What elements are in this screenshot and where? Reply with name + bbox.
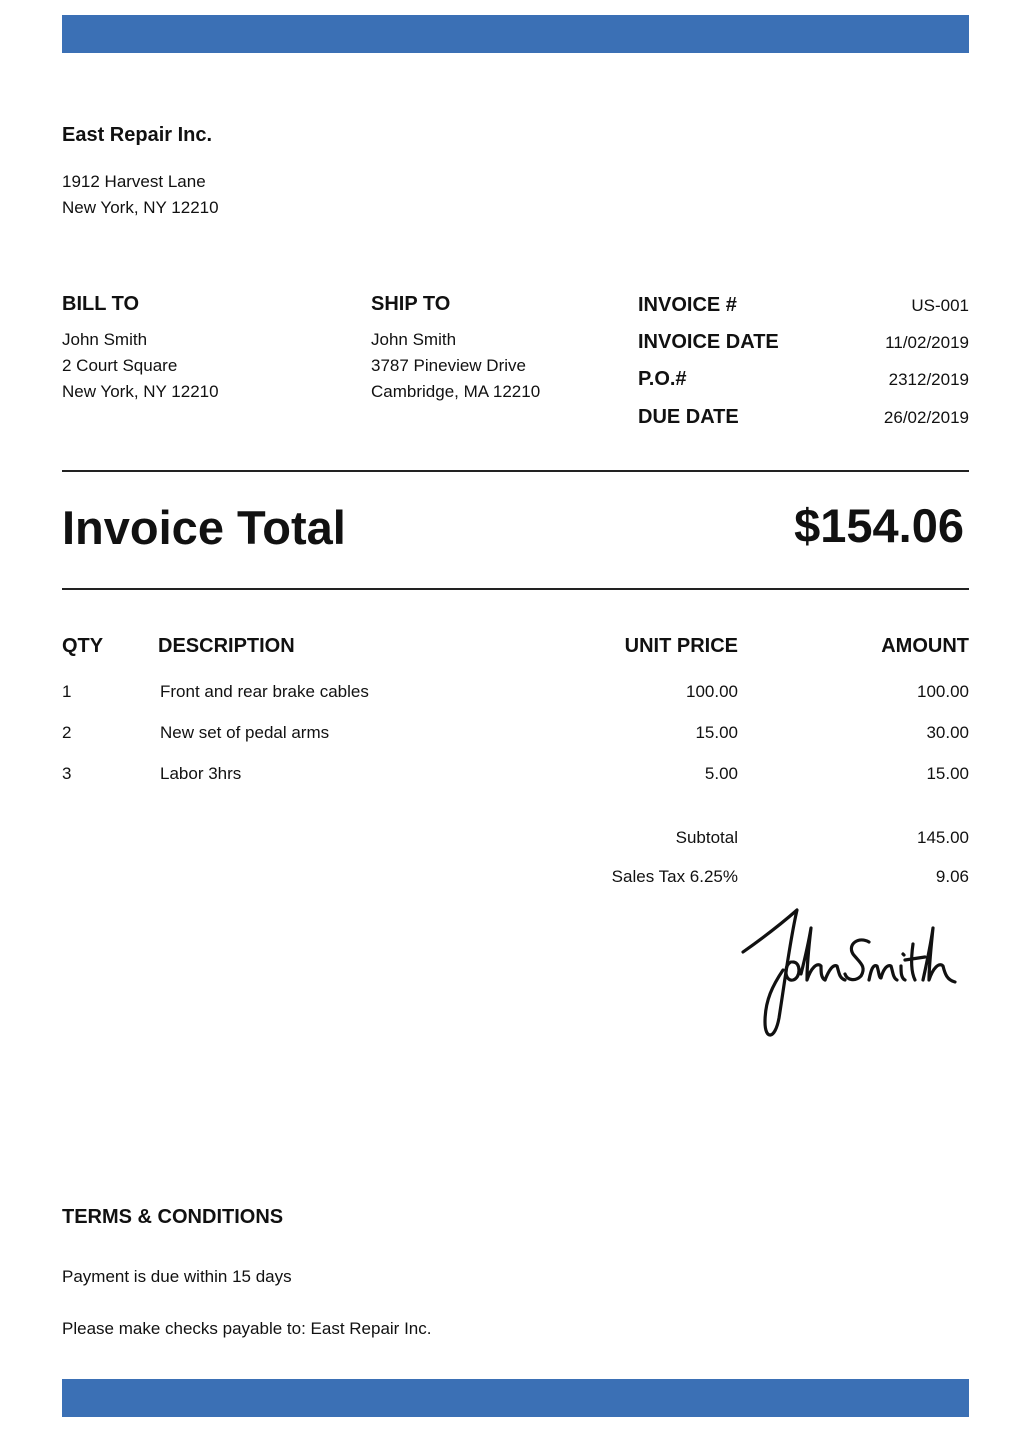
- row-qty: 3: [62, 764, 72, 783]
- sales-tax-label: Sales Tax 6.25%: [611, 867, 738, 886]
- subtotal-value: 145.00: [917, 828, 969, 847]
- bill-to-line: John Smith: [62, 330, 148, 349]
- invoice-total-label: Invoice Total: [62, 501, 346, 554]
- company-address-line: New York, NY 12210: [62, 198, 219, 217]
- row-amount: 15.00: [926, 764, 969, 783]
- row-qty: 2: [62, 723, 72, 742]
- row-description: Labor 3hrs: [160, 764, 242, 783]
- ship-to-line: Cambridge, MA 12210: [371, 382, 541, 401]
- po-number-value: 2312/2019: [888, 370, 969, 389]
- terms-line: Please make checks payable to: East Repair Inc.: [62, 1319, 432, 1338]
- qty-column-header: QTY: [62, 635, 104, 657]
- description-column-header: DESCRIPTION: [158, 635, 295, 657]
- top-accent-bar: [62, 15, 969, 53]
- company-name: East Repair Inc.: [62, 124, 213, 146]
- ship-to-line: 3787 Pineview Drive: [371, 356, 526, 375]
- row-qty: 1: [62, 682, 72, 701]
- unit-price-column-header: UNIT PRICE: [624, 635, 738, 657]
- row-unit-price: 100.00: [686, 682, 738, 701]
- ship-to-heading: SHIP TO: [371, 293, 451, 315]
- row-unit-price: 15.00: [695, 723, 738, 742]
- ship-to-line: John Smith: [371, 330, 457, 349]
- sales-tax-value: 9.06: [935, 867, 969, 886]
- company-address-line: 1912 Harvest Lane: [62, 172, 206, 191]
- bill-to-line: 2 Court Square: [62, 356, 178, 375]
- terms-line: Payment is due within 15 days: [62, 1267, 292, 1286]
- po-number-label: P.O.#: [638, 368, 687, 390]
- invoice-date-value: 11/02/2019: [885, 333, 969, 352]
- row-description: Front and rear brake cables: [160, 682, 369, 701]
- bill-to-heading: BILL TO: [62, 293, 140, 315]
- row-description: New set of pedal arms: [160, 723, 330, 742]
- invoice-number-label: INVOICE #: [638, 294, 737, 316]
- row-amount: 30.00: [926, 723, 969, 742]
- ship-to-address: [371, 327, 540, 405]
- amount-column-header: AMOUNT: [881, 635, 969, 657]
- invoice-date-label: INVOICE DATE: [638, 331, 779, 353]
- bill-to-line: New York, NY 12210: [62, 382, 219, 401]
- terms-heading: TERMS & CONDITIONS: [62, 1206, 284, 1228]
- row-unit-price: 5.00: [704, 764, 738, 783]
- divider-bottom: [62, 588, 969, 590]
- signature-image: [735, 900, 975, 1050]
- subtotal-label: Subtotal: [675, 828, 738, 847]
- divider-top: [62, 470, 969, 472]
- bottom-accent-bar: [62, 1379, 969, 1417]
- invoice-number-value: US-001: [911, 296, 969, 315]
- invoice-total-value: $154.06: [794, 499, 964, 552]
- company-address: [62, 169, 219, 221]
- bill-to-address: [62, 327, 219, 405]
- due-date-value: 26/02/2019: [883, 408, 969, 427]
- due-date-label: DUE DATE: [638, 406, 739, 428]
- row-amount: 100.00: [917, 682, 969, 701]
